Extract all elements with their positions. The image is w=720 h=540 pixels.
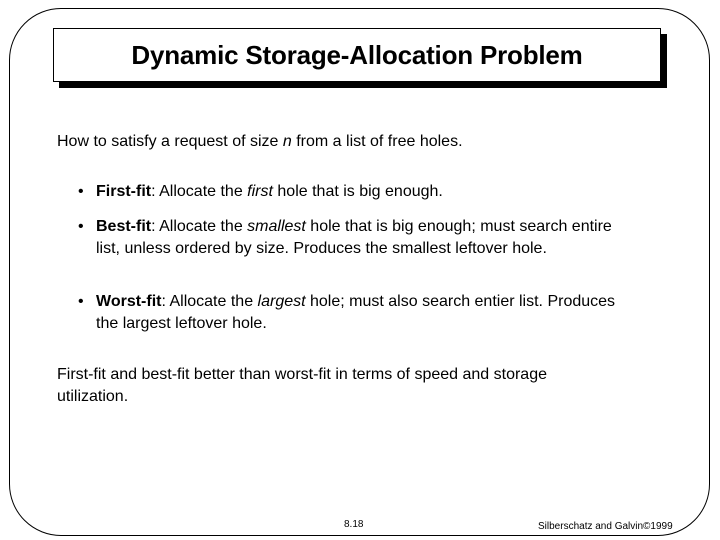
bullet-emphasis: smallest — [247, 218, 306, 235]
bullet-icon: • — [78, 218, 84, 235]
bullet-body — [96, 216, 638, 259]
intro-text — [57, 131, 463, 152]
bullet-lead: : Allocate the — [161, 293, 258, 310]
bullet-body — [96, 181, 638, 203]
intro-after: from a list of free holes. — [291, 133, 463, 150]
slide-number: 8.18 — [344, 519, 364, 530]
bullet-icon: • — [78, 293, 84, 310]
bullet-rest: hole that is big enough; must search entire list, unless ordered by size. Produces the smallest leftover hole. — [96, 218, 612, 257]
copyright-notice: Silberschatz and Galvin©1999 — [538, 521, 673, 532]
intro-variable: n — [282, 133, 292, 150]
bullet-icon: • — [78, 183, 84, 200]
bullet-best-fit — [78, 216, 638, 259]
title-box — [53, 28, 661, 82]
bullet-worst-fit — [78, 291, 638, 334]
bullet-term: Worst-fit — [96, 293, 162, 310]
bullet-emphasis: largest — [257, 293, 306, 310]
bullet-first-fit — [78, 181, 638, 203]
slide-title: Dynamic Storage-Allocation Problem — [131, 39, 583, 70]
bullet-lead: : Allocate the — [151, 218, 248, 235]
bullet-body — [96, 291, 638, 334]
bullet-rest: hole that is big enough. — [272, 183, 443, 200]
conclusion-text: First-fit and best-fit better than worst-fit in terms of speed and storage utilization. — [57, 366, 547, 405]
bullet-term: Best-fit — [96, 218, 152, 235]
bullet-emphasis: first — [247, 183, 273, 200]
bullet-lead: : Allocate the — [151, 183, 248, 200]
bullet-term: First-fit — [96, 183, 152, 200]
intro-before: How to satisfy a request of size — [57, 133, 283, 150]
bullet-rest: hole; must also search entier list. Produces the largest leftover hole. — [96, 293, 616, 332]
